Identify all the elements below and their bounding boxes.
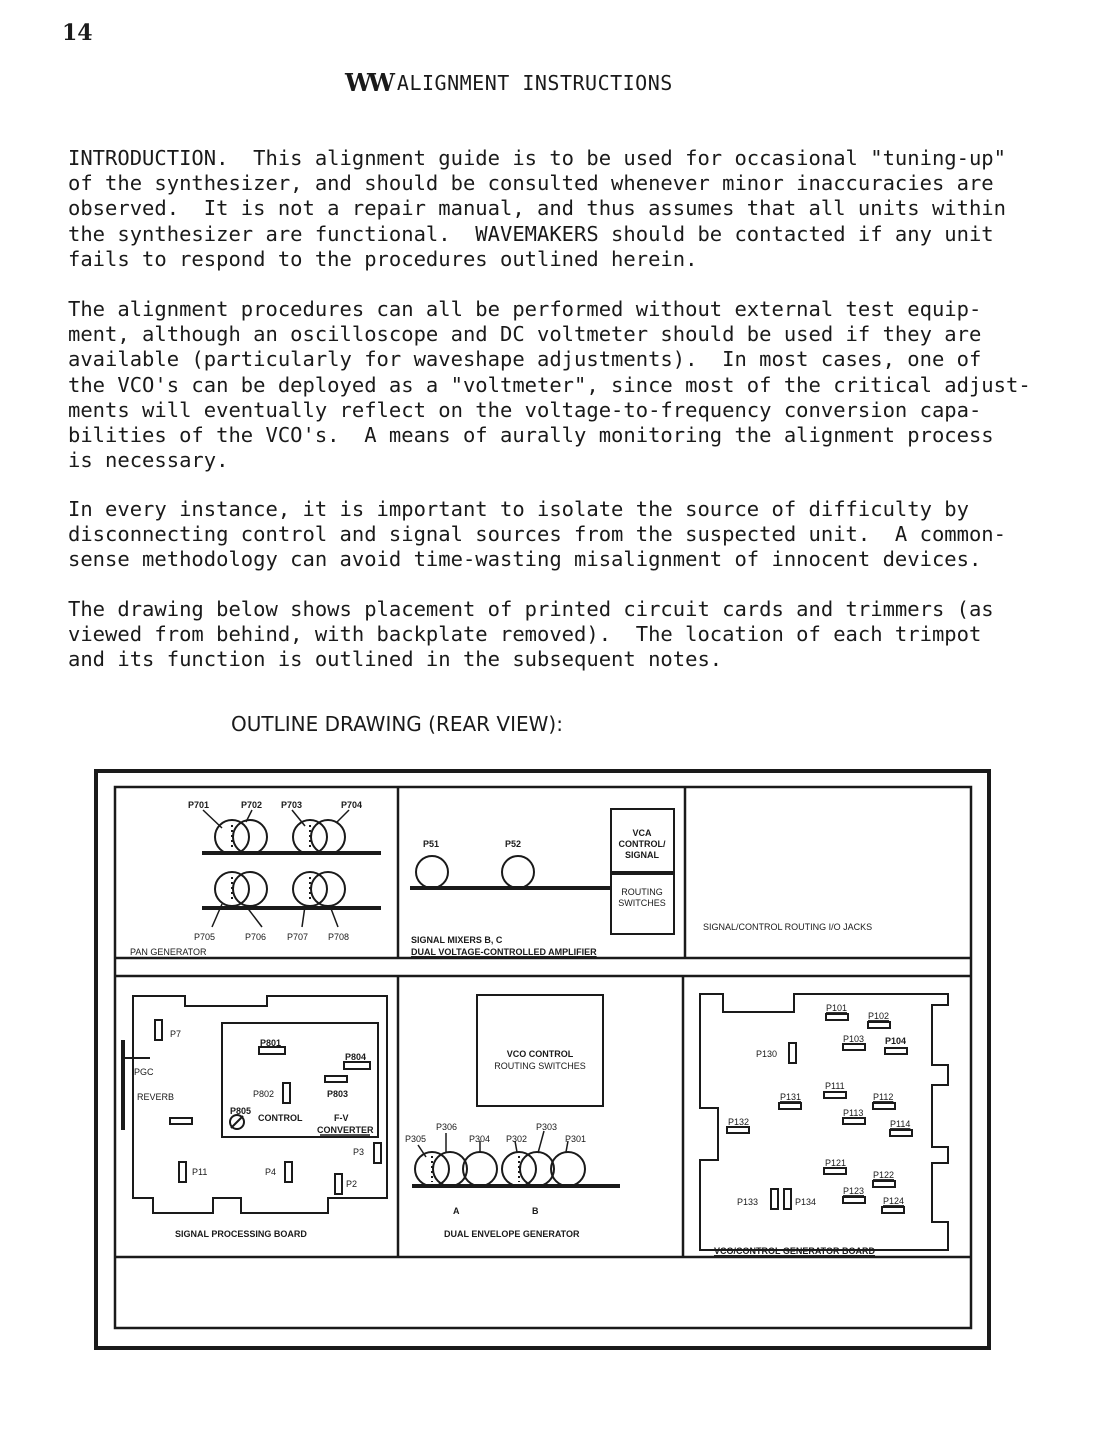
pan-generator-board-name: PAN GENERATOR xyxy=(130,947,207,957)
label-p804: P804 xyxy=(345,1052,367,1062)
channel-a-label: A xyxy=(453,1206,460,1216)
vco-box-line-1: VCO CONTROL xyxy=(506,1049,574,1059)
trimpot-pair-p305-p306 xyxy=(415,1152,467,1186)
label-p303: P303 xyxy=(536,1122,558,1132)
heading-title: ALIGNMENT INSTRUCTIONS xyxy=(396,70,673,95)
label-p3: P3 xyxy=(353,1147,365,1157)
label-reverb: REVERB xyxy=(137,1092,175,1102)
trimpot-p112 xyxy=(873,1103,895,1109)
label-p301: P301 xyxy=(565,1134,587,1144)
paragraph-introduction: INTRODUCTION. This alignment guide is to be used for occasional "tuning-up" of the synthesizer, and should be consulted whenever minor inaccuracies are observed. It is not a repair manual, and thus assumes that all units within the synthesizer are functional. WAVEMAKERS should be contacted if any unit fails to respond to the procedures outlined herein. xyxy=(68,146,1006,271)
label-p705: P705 xyxy=(194,932,216,942)
label-p113: P113 xyxy=(843,1108,864,1118)
label-p114: P114 xyxy=(890,1119,911,1129)
io-jacks-label: SIGNAL/CONTROL ROUTING I/O JACKS xyxy=(703,922,873,932)
label-p305: P305 xyxy=(405,1134,427,1144)
label-p706: P706 xyxy=(245,932,267,942)
trimpot-p805 xyxy=(230,1115,244,1129)
trimpot-p802 xyxy=(283,1083,290,1103)
label-p124: P124 xyxy=(883,1196,905,1206)
trimpot-p133 xyxy=(771,1189,778,1209)
trimpot-p132 xyxy=(727,1127,749,1133)
label-p306: P306 xyxy=(436,1122,458,1132)
label-p704: P704 xyxy=(341,800,363,810)
trimpot-p301 xyxy=(551,1152,585,1186)
label-p132: P132 xyxy=(728,1117,750,1127)
trimpot-p51 xyxy=(416,856,448,888)
trimpot-p123 xyxy=(843,1197,865,1203)
trimpot-p803 xyxy=(325,1076,347,1082)
trimpot-p801 xyxy=(259,1047,285,1054)
label-p707: P707 xyxy=(287,932,309,942)
signal-mixers-line-1: SIGNAL MIXERS B, C xyxy=(411,935,503,945)
label-p122: P122 xyxy=(873,1170,895,1180)
trimpot-pair-p705-p706 xyxy=(215,872,267,906)
trimpot-pair-p701-p702 xyxy=(215,820,267,854)
drawing-caption: OUTLINE DRAWING (REAR VIEW): xyxy=(231,712,563,736)
trimpot-p134 xyxy=(784,1189,791,1209)
signal-mixers-line-2: DUAL VOLTAGE-CONTROLLED AMPLIFIER xyxy=(411,947,597,957)
trimpot-pair-p302-p303 xyxy=(502,1152,554,1186)
paragraph-isolation: In every instance, it is important to isolate the source of difficulty by disconnecting control and signal sources from the suspected unit. A common- sense methodology can avoid time-wasting misalignment of innocent devices. xyxy=(68,497,1006,572)
trimpot-pair-p707-p708 xyxy=(293,872,345,906)
label-p708: P708 xyxy=(328,932,350,942)
label-p131: P131 xyxy=(780,1092,802,1102)
label-converter: CONVERTER xyxy=(317,1125,374,1135)
label-p302: P302 xyxy=(506,1134,528,1144)
trimpot-p3 xyxy=(374,1143,381,1163)
label-p133: P133 xyxy=(737,1197,759,1207)
trimpot-p114 xyxy=(890,1130,912,1136)
trimpot-p131 xyxy=(779,1103,801,1109)
vco-box-line-2: ROUTING SWITCHES xyxy=(494,1061,586,1071)
label-p102: P102 xyxy=(868,1011,890,1021)
pan-generator-board xyxy=(202,810,381,927)
label-p2: P2 xyxy=(346,1179,358,1189)
label-fv: F-V xyxy=(334,1113,349,1123)
label-p130: P130 xyxy=(756,1049,778,1059)
trimpot-p52 xyxy=(502,856,534,888)
label-p112: P112 xyxy=(873,1092,894,1102)
label-p103: P103 xyxy=(843,1034,865,1044)
label-p805: P805 xyxy=(230,1106,252,1116)
label-p7: P7 xyxy=(170,1029,182,1039)
envelope-board-name: DUAL ENVELOPE GENERATOR xyxy=(444,1229,580,1239)
trimpot-p7 xyxy=(155,1020,162,1040)
trimpot-p304 xyxy=(463,1152,497,1186)
label-p304: P304 xyxy=(469,1134,491,1144)
vco-board-name: VCO/CONTROL GENERATOR BOARD xyxy=(714,1246,876,1256)
paragraph-procedures: The alignment procedures can all be performed without external test equip- ment, although an oscilloscope and DC voltmeter should be used if they are available (particularly for waveshape adjustments). In most cases, one of the VCO's can be deployed as a "voltmeter", since most of the critical adjust- ments will eventually reflect on the voltage-to-frequency conversion capa- bilities of the VCO's. A means of aurally monitoring the alignment process is necessary. xyxy=(68,297,1031,473)
trimpot-p111 xyxy=(824,1092,846,1098)
paragraph-drawing-intro: The drawing below shows placement of printed circuit cards and trimmers (as viewed from behind, with backplate removed). The location of each trimpot and its function is outlined in the subsequent notes. xyxy=(68,597,994,672)
trimpot-p113 xyxy=(843,1118,865,1124)
page-number: 14 xyxy=(62,20,93,46)
trimpot-reverb xyxy=(170,1118,192,1124)
trimpot-p124 xyxy=(882,1207,904,1213)
wavemakers-logo: WW xyxy=(345,68,391,97)
label-p123: P123 xyxy=(843,1186,865,1196)
trimpot-p121 xyxy=(824,1168,846,1174)
trimpot-p103 xyxy=(843,1044,865,1050)
vca-line-1: VCA xyxy=(632,828,652,838)
routing-line-1: ROUTING xyxy=(621,887,663,897)
vca-line-3: SIGNAL xyxy=(624,850,660,860)
label-p134: P134 xyxy=(795,1197,817,1207)
label-p702: P702 xyxy=(241,800,263,810)
trimpot-p4 xyxy=(285,1162,292,1182)
label-p801: P801 xyxy=(260,1038,282,1048)
label-p701: P701 xyxy=(188,800,210,810)
label-p51: P51 xyxy=(423,839,440,849)
label-p4: P4 xyxy=(265,1167,277,1177)
trimpot-p2 xyxy=(335,1174,342,1194)
chassis-outline xyxy=(96,771,989,1348)
label-p52: P52 xyxy=(505,839,522,849)
trimpot-p104 xyxy=(885,1048,907,1054)
label-pgc: PGC xyxy=(134,1067,154,1077)
label-p101: P101 xyxy=(826,1003,848,1013)
trimpot-p102 xyxy=(868,1022,890,1028)
label-p803: P803 xyxy=(327,1089,349,1099)
trimpot-p804 xyxy=(344,1062,370,1069)
label-p121: P121 xyxy=(825,1158,847,1168)
label-p11: P11 xyxy=(192,1167,208,1177)
label-p802: P802 xyxy=(253,1089,275,1099)
label-p703: P703 xyxy=(281,800,303,810)
routing-line-2: SWITCHES xyxy=(618,898,666,908)
trimpot-p101 xyxy=(826,1014,848,1020)
envelope-generator-board xyxy=(412,995,620,1186)
trimpot-p11 xyxy=(179,1162,186,1182)
label-control: CONTROL xyxy=(258,1113,303,1123)
label-p104: P104 xyxy=(885,1036,907,1046)
trimpot-p130 xyxy=(789,1043,796,1063)
trimpot-pair-p703-p704 xyxy=(293,820,345,854)
label-p111: P111 xyxy=(825,1081,845,1091)
signal-processing-board-name: SIGNAL PROCESSING BOARD xyxy=(175,1229,307,1239)
channel-b-label: B xyxy=(532,1206,539,1216)
trimpot-p122 xyxy=(873,1181,895,1187)
vca-line-2: CONTROL/ xyxy=(618,839,666,849)
